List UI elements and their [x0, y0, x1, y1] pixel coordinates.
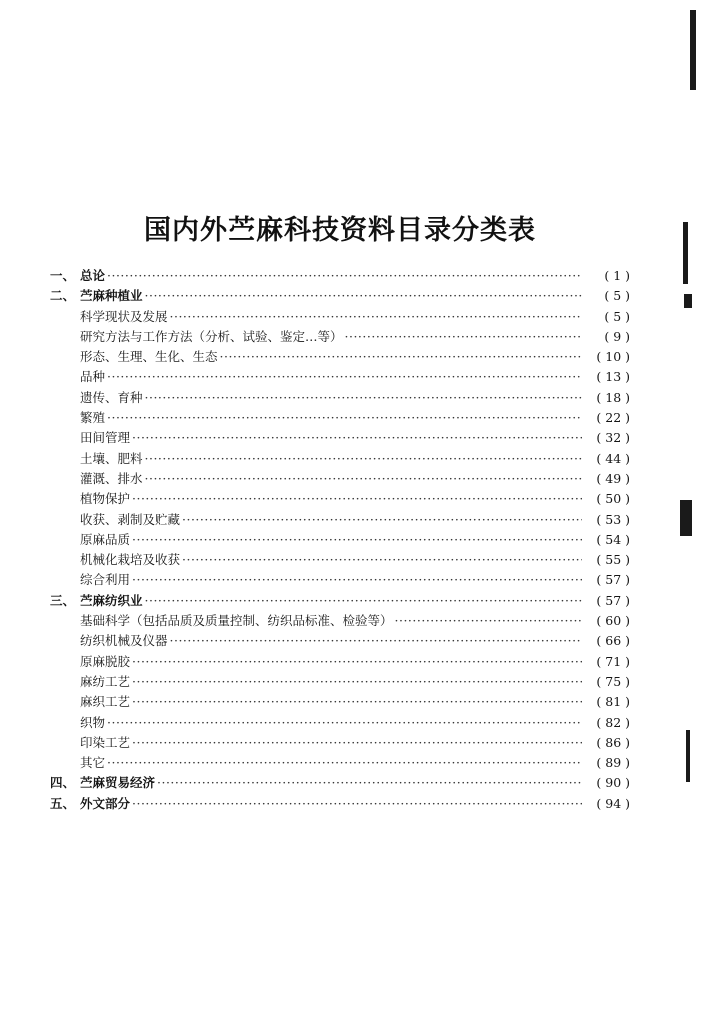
toc-page-number: ( 57 ): [596, 592, 630, 608]
toc-entry-label: 外文部分: [80, 795, 131, 811]
toc-page-number: ( 89 ): [596, 755, 630, 771]
toc-page-number: ( 10 ): [596, 349, 630, 365]
toc-entry-label: 机械化栽培及收获: [80, 552, 181, 568]
leader-dots: [145, 449, 582, 469]
leader-dots: [107, 408, 582, 428]
toc-entry-label: 基础科学（包括品质及质量控制、纺织品标准、检验等）: [80, 613, 393, 629]
toc-page-number: ( 54 ): [596, 531, 630, 547]
leader-dots: [220, 347, 582, 367]
toc-page-number: ( 50 ): [596, 491, 630, 507]
toc-entry-label: 田间管理: [80, 430, 131, 446]
toc-page-number: ( 60 ): [596, 613, 630, 629]
toc-page-number: ( 66 ): [596, 633, 630, 649]
toc-entry-label: 收获、剥制及贮藏: [80, 511, 181, 527]
toc-entry-label: 麻织工艺: [80, 694, 131, 710]
leader-dots: [145, 469, 582, 489]
scan-edge-mark: [686, 730, 690, 782]
toc-page-number: ( 94 ): [596, 795, 630, 811]
toc-page-number: ( 90 ): [596, 775, 630, 791]
toc-entry-label: 土壤、肥料: [80, 450, 143, 466]
toc-section-number: 四、: [50, 775, 76, 791]
toc-page-number: ( 32 ): [596, 430, 630, 446]
toc-entry-label: 科学现状及发展: [80, 308, 168, 324]
toc-page-number: ( 18 ): [596, 389, 630, 405]
toc-page-number: ( 9 ): [604, 328, 630, 344]
leader-dots: [132, 428, 582, 448]
toc-entry-label: 繁殖: [80, 410, 106, 426]
toc-section-entry: [50, 286, 630, 306]
toc-entry-label: 研究方法与工作方法（分析、试验、鉴定…等）: [80, 328, 343, 344]
toc-page-number: ( 22 ): [596, 410, 630, 426]
toc-page-number: ( 49 ): [596, 470, 630, 486]
toc-entry-label: 植物保护: [80, 491, 131, 507]
leader-dots: [395, 611, 582, 631]
scan-edge-mark: [684, 294, 692, 308]
toc-subentry: [50, 611, 630, 631]
toc-subentry: [50, 449, 630, 469]
toc-entry-label: 总论: [80, 268, 106, 283]
toc-subentry: [50, 327, 630, 347]
toc-section-number: 三、: [50, 592, 76, 608]
toc-entry-label: 品种: [80, 369, 106, 385]
toc-section-number: 二、: [50, 288, 76, 304]
leader-dots: [132, 672, 582, 692]
leader-dots: [132, 794, 582, 814]
toc-entry-label: 灌溉、排水: [80, 470, 143, 486]
toc-subentry: [50, 652, 630, 672]
leader-dots: [107, 266, 582, 286]
scan-edge-mark: [690, 10, 696, 90]
toc-entry-label: 原麻品质: [80, 531, 131, 547]
toc-subentry: [50, 631, 630, 651]
toc-subentry: [50, 692, 630, 712]
toc-subentry: [50, 367, 630, 387]
scan-edge-mark: [680, 500, 692, 536]
toc-subentry: [50, 307, 630, 327]
toc-subentry: [50, 733, 630, 753]
toc-entry-label: 苎麻纺织业: [80, 592, 143, 608]
leader-dots: [132, 489, 582, 509]
leader-dots: [170, 307, 582, 327]
toc-page-number: ( 57 ): [596, 572, 630, 588]
toc-entry-label: 麻纺工艺: [80, 673, 131, 689]
toc-section-entry: [50, 266, 630, 286]
toc-subentry: [50, 347, 630, 367]
toc-section-entry: [50, 794, 630, 814]
toc-subentry: [50, 570, 630, 590]
toc-page-number: ( 71 ): [596, 653, 630, 669]
leader-dots: [107, 753, 582, 773]
leader-dots: [145, 286, 582, 306]
toc-page-number: ( 81 ): [596, 694, 630, 710]
toc-page-number: ( 86 ): [596, 734, 630, 750]
toc-subentry: [50, 510, 630, 530]
toc-subentry: [50, 713, 630, 733]
toc-entry-label: 遗传、育种: [80, 389, 143, 405]
toc-subentry: [50, 388, 630, 408]
toc-entry-label: 苎麻贸易经济: [80, 775, 156, 791]
toc-subentry: [50, 428, 630, 448]
toc-subentry: [50, 672, 630, 692]
leader-dots: [157, 773, 582, 793]
toc-page-number: ( 1 ): [604, 268, 630, 283]
toc-entry-label: 苎麻种植业: [80, 288, 143, 304]
leader-dots: [345, 327, 582, 347]
toc-section-number: 五、: [50, 795, 76, 811]
toc-page-number: ( 13 ): [596, 369, 630, 385]
leader-dots: [182, 550, 582, 570]
leader-dots: [132, 733, 582, 753]
toc-section-entry: [50, 773, 630, 793]
toc-entry-label: 原麻脱胶: [80, 653, 131, 669]
leader-dots: [107, 713, 582, 733]
leader-dots: [170, 631, 582, 651]
toc-entry-label: 纺织机械及仪器: [80, 633, 168, 649]
page-title: 国内外苎麻科技资料目录分类表: [144, 215, 536, 247]
table-of-contents: [50, 266, 630, 814]
toc-page-number: ( 44 ): [596, 450, 630, 466]
leader-dots: [132, 570, 582, 590]
toc-section-entry: [50, 591, 630, 611]
leader-dots: [182, 510, 582, 530]
toc-entry-label: 形态、生理、生化、生态: [80, 349, 218, 365]
toc-entry-label: 综合利用: [80, 572, 131, 588]
toc-entry-label: 其它: [80, 755, 106, 771]
leader-dots: [107, 367, 582, 387]
leader-dots: [132, 692, 582, 712]
toc-subentry: [50, 469, 630, 489]
toc-entry-label: 织物: [80, 714, 106, 730]
toc-page-number: ( 53 ): [596, 511, 630, 527]
toc-page-number: ( 5 ): [604, 308, 630, 324]
toc-subentry: [50, 408, 630, 428]
toc-subentry: [50, 550, 630, 570]
leader-dots: [132, 530, 582, 550]
leader-dots: [145, 591, 582, 611]
leader-dots: [145, 388, 582, 408]
scan-edge-mark: [683, 222, 688, 284]
leader-dots: [132, 652, 582, 672]
toc-page-number: ( 75 ): [596, 673, 630, 689]
toc-page-number: ( 55 ): [596, 552, 630, 568]
toc-page-number: ( 5 ): [604, 288, 630, 304]
toc-entry-label: 印染工艺: [80, 734, 131, 750]
toc-section-number: 一、: [50, 268, 76, 283]
toc-subentry: [50, 530, 630, 550]
toc-page-number: ( 82 ): [596, 714, 630, 730]
toc-subentry: [50, 489, 630, 509]
toc-subentry: [50, 753, 630, 773]
